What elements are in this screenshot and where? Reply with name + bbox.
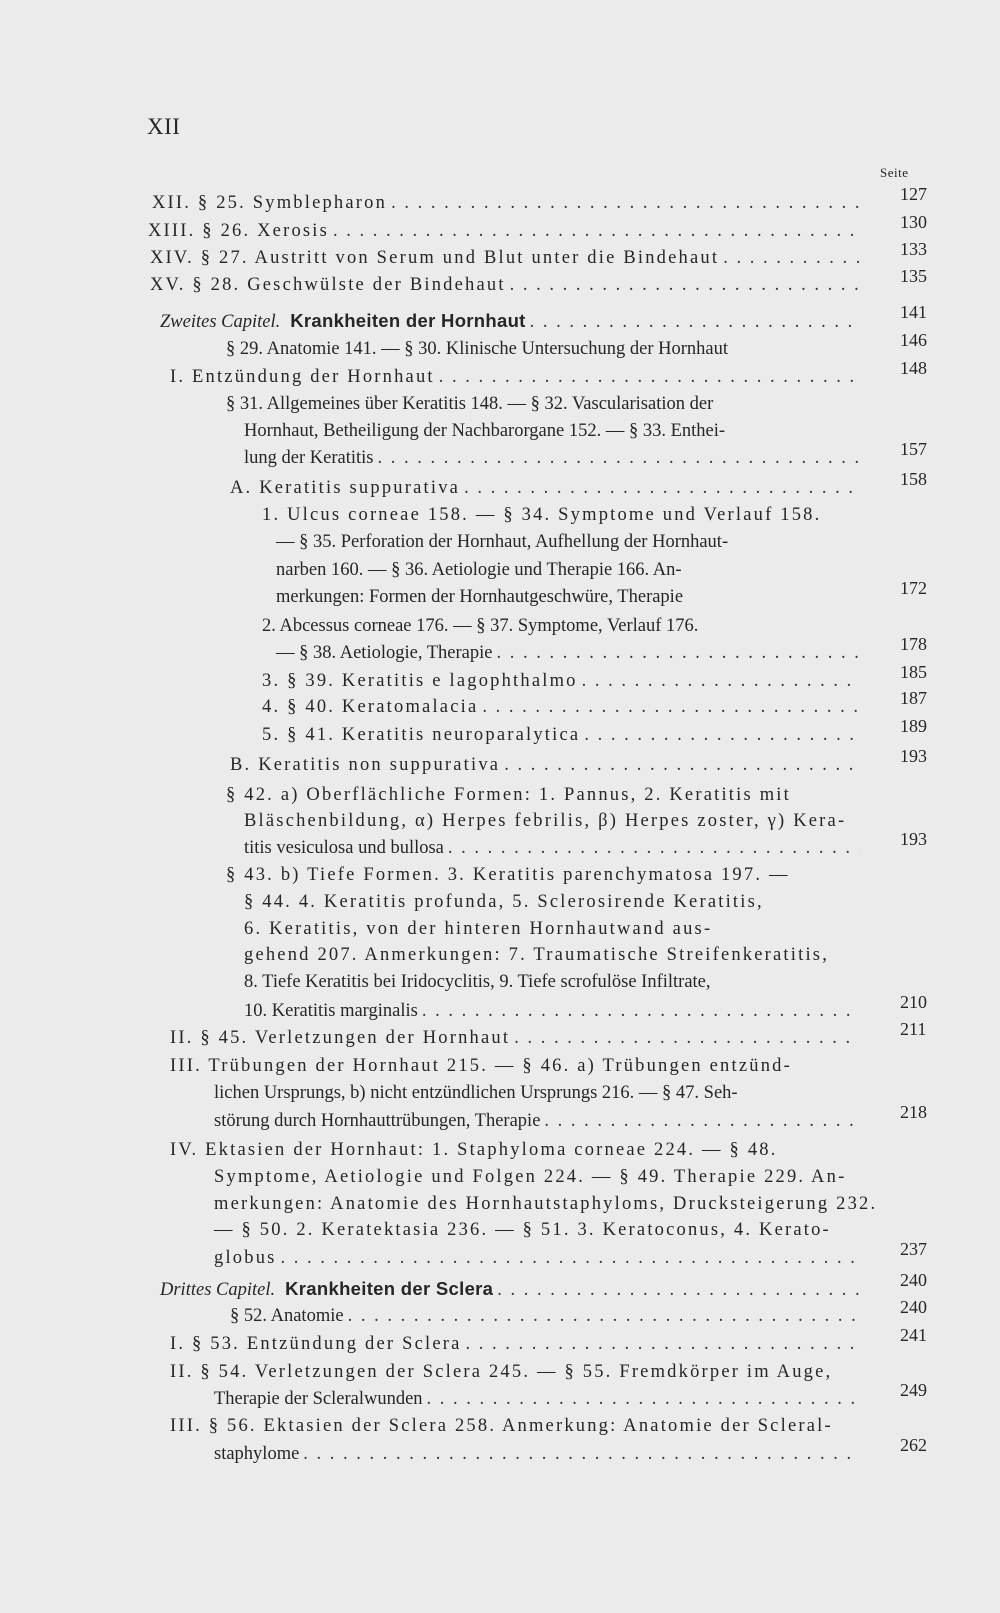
toc-entry-text: § 29. Anatomie 141. — § 30. Klinische Untersuchung der Hornhaut	[226, 339, 728, 359]
toc-entry-text: narben 160. — § 36. Aetiologie und Therapie 166. An-	[276, 560, 682, 580]
toc-entry	[244, 418, 866, 444]
toc-entry	[150, 266, 927, 298]
toc-page-number: 135	[900, 266, 927, 286]
dot-leader	[464, 475, 860, 501]
dot-leader	[348, 1303, 860, 1329]
toc-entry-text: Krankheiten der Sclera	[285, 1278, 494, 1299]
toc-entry	[148, 212, 927, 244]
toc-entry-text: — § 35. Perforation der Hornhaut, Aufhellung der Hornhaut-	[276, 532, 729, 552]
toc-entry	[276, 529, 866, 555]
toc-entry	[214, 1435, 927, 1467]
dot-leader	[514, 1025, 860, 1051]
toc-entry-text: — § 38. Aetiologie, Therapie	[276, 643, 493, 663]
toc-entry-text: XV. § 28. Geschwülste der Bindehaut	[150, 275, 506, 295]
seite-label: Seite	[880, 165, 909, 180]
dot-leader	[582, 668, 860, 694]
toc-page-number: 218	[900, 1102, 927, 1122]
toc-entry	[214, 1217, 866, 1243]
dot-leader	[422, 998, 860, 1024]
toc-entry	[170, 1137, 866, 1163]
toc-page-number: 240	[900, 1297, 927, 1317]
toc-page-number: 210	[900, 992, 927, 1012]
toc-entry-text: 10. Keratitis marginalis	[244, 1001, 418, 1021]
toc-entry-text: II. § 45. Verletzungen der Hornhaut	[170, 1028, 511, 1048]
toc-entry-text: 6. Keratitis, von der hinteren Hornhautwand aus-	[244, 919, 713, 939]
toc-page-number: 172	[900, 578, 927, 598]
toc-page-number: 127	[900, 184, 927, 204]
toc-entry	[244, 916, 866, 942]
chapter-prefix: Zweites Capitel.	[160, 312, 281, 332]
toc-entry-text: lichen Ursprungs, b) nicht entzündlichen Ursprungs 216. — § 47. Seh-	[214, 1083, 738, 1103]
toc-entry-text: merkungen: Formen der Hornhautgeschwüre, Therapie	[276, 587, 684, 607]
toc-entry	[262, 662, 927, 694]
toc-page-number: 157	[900, 439, 927, 459]
toc-entry-text: A. Keratitis suppurativa	[230, 478, 461, 498]
dot-leader	[723, 245, 860, 271]
toc-entry-text: § 44. 4. Keratitis profunda, 5. Sclerosirende Keratitis,	[244, 892, 764, 912]
toc-page-number: 148	[900, 358, 927, 378]
toc-page-number: 211	[900, 1019, 927, 1039]
toc-entry-text: § 52. Anatomie	[230, 1306, 344, 1326]
toc-entry-text: Krankheiten der Hornhaut	[290, 310, 526, 331]
toc-entry-text: 3. § 39. Keratitis e lagophthalmo	[262, 671, 578, 691]
toc-entry	[226, 782, 866, 808]
toc-page-number: 133	[900, 239, 927, 259]
toc-entry	[214, 1080, 866, 1106]
dot-leader	[530, 309, 860, 335]
toc-entry	[170, 1359, 866, 1385]
toc-entry	[214, 1102, 927, 1134]
toc-entry-text: § 42. a) Oberflächliche Formen: 1. Pannus, 2. Keratitis mit	[226, 785, 791, 805]
toc-entry-text: B. Keratitis non suppurativa	[230, 755, 501, 775]
toc-page-number: 189	[900, 716, 927, 736]
toc-page-number: 130	[900, 212, 927, 232]
dot-leader	[303, 1441, 860, 1467]
dot-leader	[466, 1331, 860, 1357]
toc-entry	[170, 1053, 866, 1079]
toc-entry-text: § 31. Allgemeines über Keratitis 148. — § 32. Vascularisation der	[226, 394, 714, 414]
toc-entry	[262, 613, 866, 639]
toc-page-number: 193	[900, 746, 927, 766]
toc-entry	[160, 1270, 927, 1303]
toc-entry	[262, 716, 927, 748]
dot-leader	[333, 218, 860, 244]
toc-entry-text: III. § 56. Ektasien der Sclera 258. Anmerkung: Anatomie der Scleral-	[170, 1416, 833, 1436]
dot-leader	[427, 1386, 860, 1412]
toc-page-number: 185	[900, 662, 927, 682]
toc-page-number: 178	[900, 634, 927, 654]
toc-entry-text: II. § 54. Verletzungen der Sclera 245. — § 55. Fremdkörper im Auge,	[170, 1362, 833, 1382]
toc-entry	[262, 502, 866, 528]
toc-entry	[230, 469, 927, 501]
toc-entry-text: titis vesiculosa und bullosa	[244, 838, 444, 858]
toc-page-number: 262	[900, 1435, 927, 1455]
toc-page-number: 187	[900, 688, 927, 708]
toc-page-number: 241	[900, 1325, 927, 1345]
toc-entry	[170, 1413, 866, 1439]
toc-entry	[152, 184, 927, 216]
toc-entry-text: IV. Ektasien der Hornhaut: 1. Staphyloma corneae 224. — § 48.	[170, 1140, 778, 1160]
toc-page-number: 193	[900, 829, 927, 849]
toc-entry-text: Bläschenbildung, α) Herpes febrilis, β) Herpes zoster, γ) Kera-	[244, 811, 847, 831]
toc-entry	[244, 439, 927, 471]
dot-leader	[497, 1277, 860, 1303]
toc-entry	[226, 330, 927, 362]
dot-leader	[544, 1108, 860, 1134]
toc-entry	[160, 302, 927, 335]
toc-entry-text: 5. § 41. Keratitis neuroparalytica	[262, 725, 581, 745]
toc-page-number: 240	[900, 1270, 927, 1290]
toc-entry	[262, 688, 927, 720]
toc-entry-text: I. Entzündung der Hornhaut	[170, 367, 435, 387]
toc-entry	[226, 391, 866, 417]
dot-leader	[482, 694, 860, 720]
toc-entry	[244, 889, 866, 915]
toc-entry	[170, 358, 927, 390]
dot-leader	[391, 190, 860, 216]
page-number: XII	[147, 114, 181, 139]
toc-entry-text: Symptome, Aetiologie und Folgen 224. — § 49. Therapie 229. An-	[214, 1167, 847, 1187]
toc-entry-text: XIII. § 26. Xerosis	[148, 221, 330, 241]
toc-page-number: 158	[900, 469, 927, 489]
dot-leader	[510, 272, 860, 298]
toc-entry-text: staphylome	[214, 1444, 300, 1464]
toc-entry	[226, 862, 866, 888]
toc-entry	[276, 578, 927, 610]
toc-entry-text: 1. Ulcus corneae 158. — § 34. Symptome und Verlauf 158.	[262, 505, 822, 525]
toc-entry	[276, 557, 866, 583]
dot-leader	[448, 835, 860, 861]
toc-entry-text: lung der Keratitis	[244, 448, 374, 468]
toc-page-number: 237	[900, 1239, 927, 1259]
toc-entry-text: III. Trübungen der Hornhaut 215. — § 46. a) Trübungen entzünd-	[170, 1056, 792, 1076]
toc-entry	[244, 969, 866, 995]
toc-entry-text: XIV. § 27. Austritt von Serum und Blut unter die Bindehaut	[150, 248, 720, 268]
toc-entry-text: globus	[214, 1248, 277, 1268]
dot-leader	[504, 752, 860, 778]
toc-entry-text: — § 50. 2. Keratektasia 236. — § 51. 3. Keratoconus, 4. Kerato-	[214, 1220, 831, 1240]
toc-entry-text: Hornhaut, Betheiligung der Nachbarorgane 152. — § 33. Enthei-	[244, 421, 726, 441]
toc-entry	[170, 1019, 927, 1051]
toc-entry	[276, 634, 927, 666]
dot-leader	[281, 1245, 860, 1271]
dot-leader	[584, 722, 860, 748]
toc-entry-text: 8. Tiefe Keratitis bei Iridocyclitis, 9. Tiefe scrofulöse Infiltrate,	[244, 972, 711, 992]
dot-leader	[377, 445, 860, 471]
toc-entry-text: störung durch Hornhauttrübungen, Therapie	[214, 1111, 541, 1131]
toc-entry	[170, 1325, 927, 1357]
dot-leader	[439, 364, 860, 390]
toc-entry-text: 4. § 40. Keratomalacia	[262, 697, 479, 717]
toc-entry-text: merkungen: Anatomie des Hornhautstaphyloms, Drucksteigerung 232.	[214, 1194, 878, 1214]
toc-entry	[244, 829, 927, 861]
toc-entry	[230, 746, 927, 778]
toc-entry	[244, 808, 866, 834]
toc-entry	[244, 942, 866, 968]
toc-entry	[230, 1297, 927, 1329]
toc-entry-text: I. § 53. Entzündung der Sclera	[170, 1334, 462, 1354]
toc-entry-text: § 43. b) Tiefe Formen. 3. Keratitis parenchymatosa 197. —	[226, 865, 790, 885]
toc-entry	[150, 239, 927, 271]
toc-page-number: 141	[900, 302, 927, 322]
chapter-prefix: Drittes Capitel.	[160, 1280, 276, 1300]
toc-entry-text: 2. Abcessus corneae 176. — § 37. Symptome, Verlauf 176.	[262, 616, 699, 636]
toc-entry-text: gehend 207. Anmerkungen: 7. Traumatische Streifenkeratitis,	[244, 945, 830, 965]
toc-entry	[214, 1239, 927, 1271]
toc-page-number: 146	[900, 330, 927, 350]
toc-entry	[244, 992, 927, 1024]
dot-leader	[496, 640, 860, 666]
toc-entry	[214, 1191, 878, 1217]
toc-entry-text: Therapie der Scleralwunden	[214, 1389, 423, 1409]
toc-entry	[214, 1164, 866, 1190]
toc-page-number: 249	[900, 1380, 927, 1400]
toc-entry-text: XII. § 25. Symblepharon	[152, 193, 388, 213]
toc-entry	[214, 1380, 927, 1412]
